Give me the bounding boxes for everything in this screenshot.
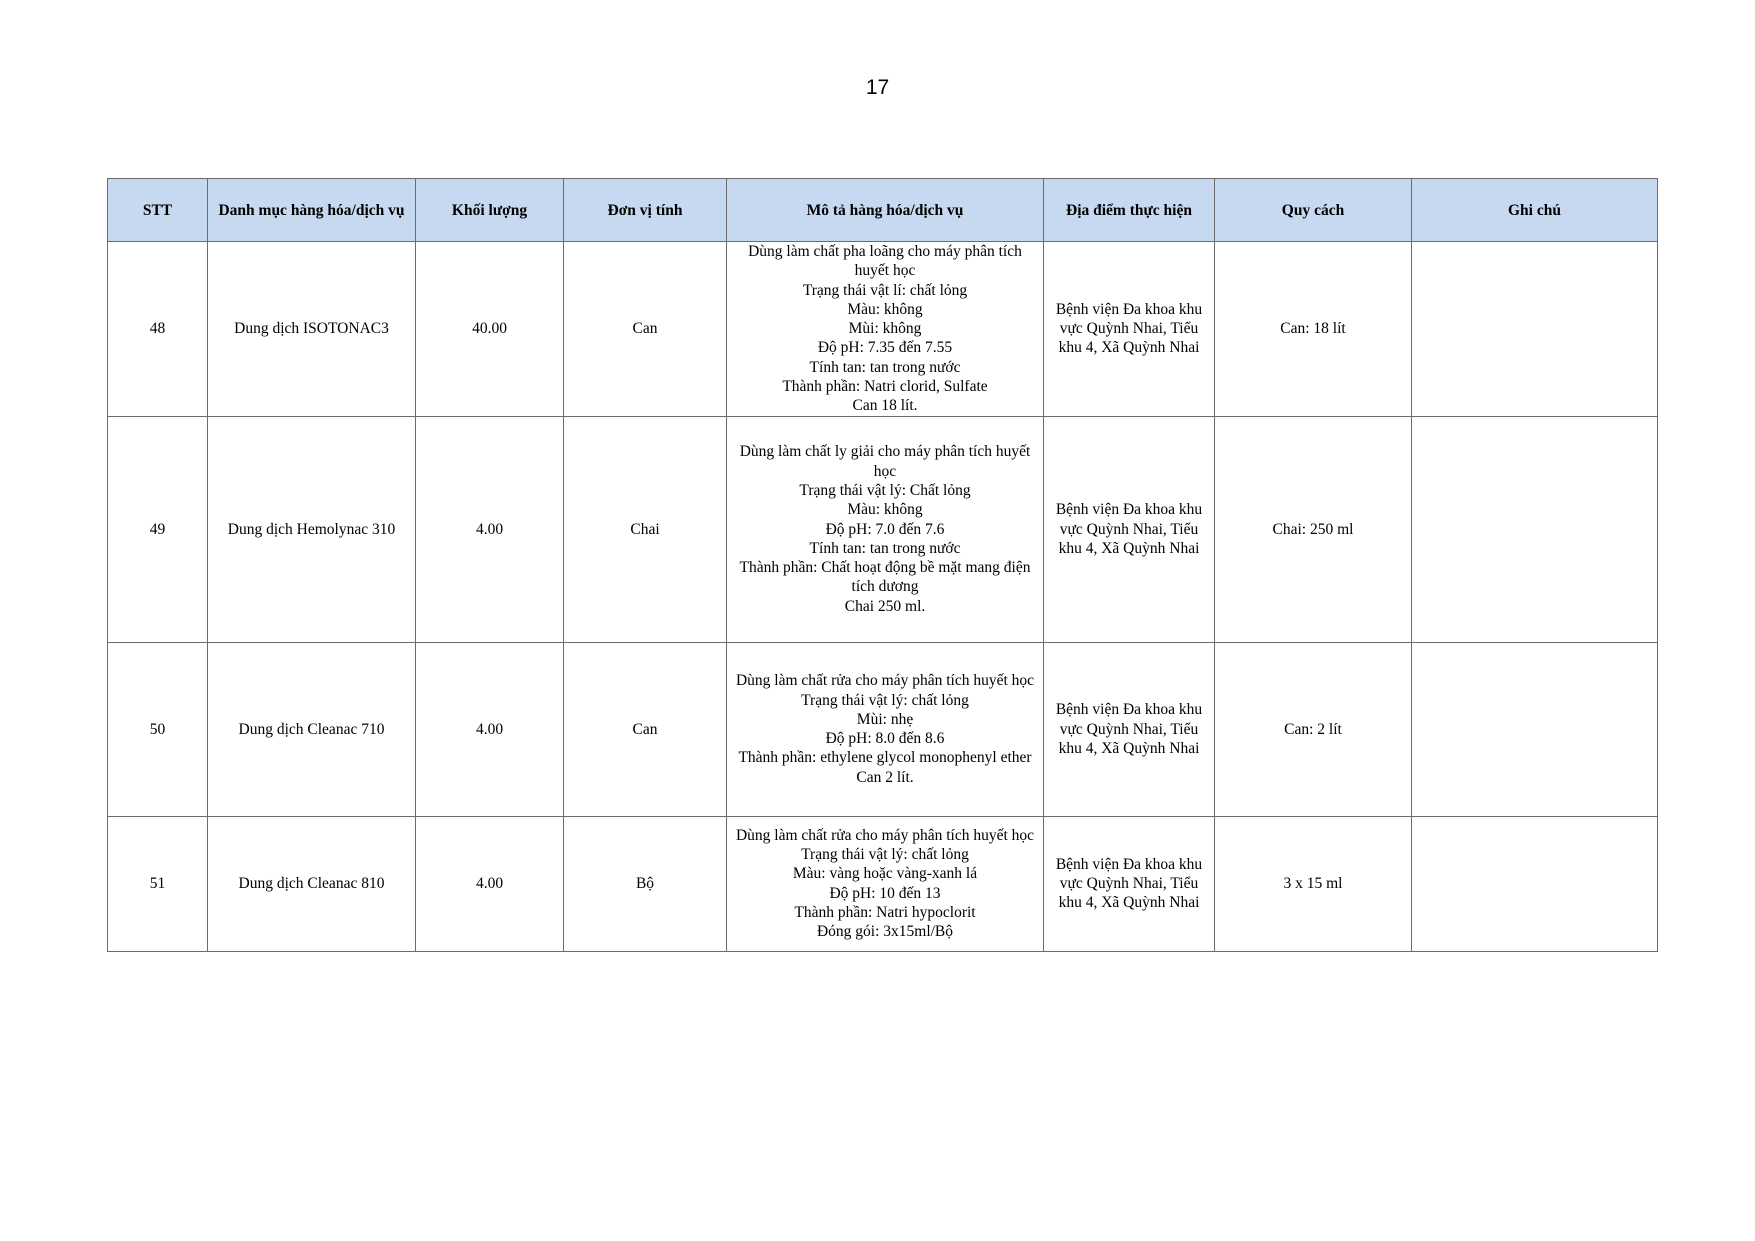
table-row xyxy=(108,816,1658,951)
cell-stt: 50 xyxy=(108,642,208,816)
description-line: Độ pH: 7.0 đến 7.6 xyxy=(825,520,945,538)
description-line: Độ pH: 10 đến 13 xyxy=(829,884,941,902)
header-unit: Đơn vị tính xyxy=(564,179,727,242)
cell-item: Dung dịch Cleanac 810 xyxy=(208,816,416,951)
cell-description xyxy=(727,416,1044,642)
cell-unit: Can xyxy=(564,642,727,816)
description-line: Can 2 lít. xyxy=(856,768,914,786)
header-item: Danh mục hàng hóa/dịch vụ xyxy=(208,179,416,242)
cell-quantity: 4.00 xyxy=(416,416,564,642)
description-line: Trạng thái vật lý: Chất lỏng xyxy=(799,481,971,499)
header-quantity: Khối lượng xyxy=(416,179,564,242)
page-number: 17 xyxy=(865,76,890,99)
description-line: Đóng gói: 3x15ml/Bộ xyxy=(816,923,954,941)
cell-description xyxy=(727,642,1044,816)
description-line: Trạng thái vật lí: chất lỏng xyxy=(802,281,968,299)
cell-location: Bệnh viện Đa khoa khu vực Quỳnh Nhai, Tiểu khu 4, Xã Quỳnh Nhai xyxy=(1044,242,1215,417)
cell-item: Dung dịch ISOTONAC3 xyxy=(208,242,416,417)
description-line: Dùng làm chất rửa cho máy phân tích huyết học xyxy=(735,826,1035,844)
description-line: Trạng thái vật lý: chất lỏng xyxy=(801,846,969,864)
description-line: Thành phần: Chất hoạt động bề mặt mang điện tích dương xyxy=(739,559,1031,596)
description-line: Màu: không xyxy=(847,300,923,318)
cell-stt: 51 xyxy=(108,816,208,951)
cell-note xyxy=(1412,416,1658,642)
description-line: Màu: không xyxy=(847,501,923,519)
description-line: Dùng làm chất pha loãng cho máy phân tích huyết học xyxy=(748,243,1022,280)
description-line: Độ pH: 8.0 đến 8.6 xyxy=(825,730,945,748)
cell-quantity: 4.00 xyxy=(416,642,564,816)
cell-unit: Can xyxy=(564,242,727,417)
header-description: Mô tả hàng hóa/dịch vụ xyxy=(727,179,1044,242)
description-line: Tính tan: tan trong nước xyxy=(809,358,961,376)
cell-description xyxy=(727,242,1044,417)
description-line: Can 18 lít. xyxy=(852,397,918,415)
cell-description xyxy=(727,816,1044,951)
description-line: Mùi: không xyxy=(848,320,922,338)
table-row xyxy=(108,642,1658,816)
description-line: Chai 250 ml. xyxy=(844,597,926,615)
goods-table xyxy=(107,178,1658,952)
cell-location: Bệnh viện Đa khoa khu vực Quỳnh Nhai, Tiểu khu 4, Xã Quỳnh Nhai xyxy=(1044,416,1215,642)
cell-note xyxy=(1412,816,1658,951)
cell-location: Bệnh viện Đa khoa khu vực Quỳnh Nhai, Tiểu khu 4, Xã Quỳnh Nhai xyxy=(1044,816,1215,951)
cell-unit: Chai xyxy=(564,416,727,642)
description-line: Màu: vàng hoặc vàng-xanh lá xyxy=(792,865,978,883)
cell-location: Bệnh viện Đa khoa khu vực Quỳnh Nhai, Tiểu khu 4, Xã Quỳnh Nhai xyxy=(1044,642,1215,816)
table-row xyxy=(108,242,1658,417)
description-line: Dùng làm chất ly giải cho máy phân tích huyết học xyxy=(739,443,1031,480)
cell-spec: Chai: 250 ml xyxy=(1215,416,1412,642)
description-line: Mùi: nhẹ xyxy=(856,710,914,728)
description-line: Dùng làm chất rửa cho máy phân tích huyết học xyxy=(735,672,1035,690)
description-line: Thành phần: Natri clorid, Sulfate xyxy=(782,378,988,396)
cell-quantity: 40.00 xyxy=(416,242,564,417)
header-location: Địa điểm thực hiện xyxy=(1044,179,1215,242)
cell-item: Dung dịch Cleanac 710 xyxy=(208,642,416,816)
table-row xyxy=(108,416,1658,642)
cell-spec: Can: 18 lít xyxy=(1215,242,1412,417)
header-spec: Quy cách xyxy=(1215,179,1412,242)
cell-stt: 49 xyxy=(108,416,208,642)
description-line: Độ pH: 7.35 đến 7.55 xyxy=(817,339,953,357)
cell-unit: Bộ xyxy=(564,816,727,951)
cell-note xyxy=(1412,642,1658,816)
description-line: Tính tan: tan trong nước xyxy=(809,539,961,557)
cell-note xyxy=(1412,242,1658,417)
header-stt: STT xyxy=(108,179,208,242)
cell-spec: Can: 2 lít xyxy=(1215,642,1412,816)
description-line: Thành phần: ethylene glycol monophenyl ether xyxy=(738,749,1032,767)
cell-quantity: 4.00 xyxy=(416,816,564,951)
cell-item: Dung dịch Hemolynac 310 xyxy=(208,416,416,642)
cell-stt: 48 xyxy=(108,242,208,417)
description-line: Trạng thái vật lý: chất lỏng xyxy=(801,691,969,709)
table-header-row xyxy=(108,179,1658,242)
cell-spec: 3 x 15 ml xyxy=(1215,816,1412,951)
description-line: Thành phần: Natri hypoclorit xyxy=(794,903,976,921)
header-note: Ghi chú xyxy=(1412,179,1658,242)
